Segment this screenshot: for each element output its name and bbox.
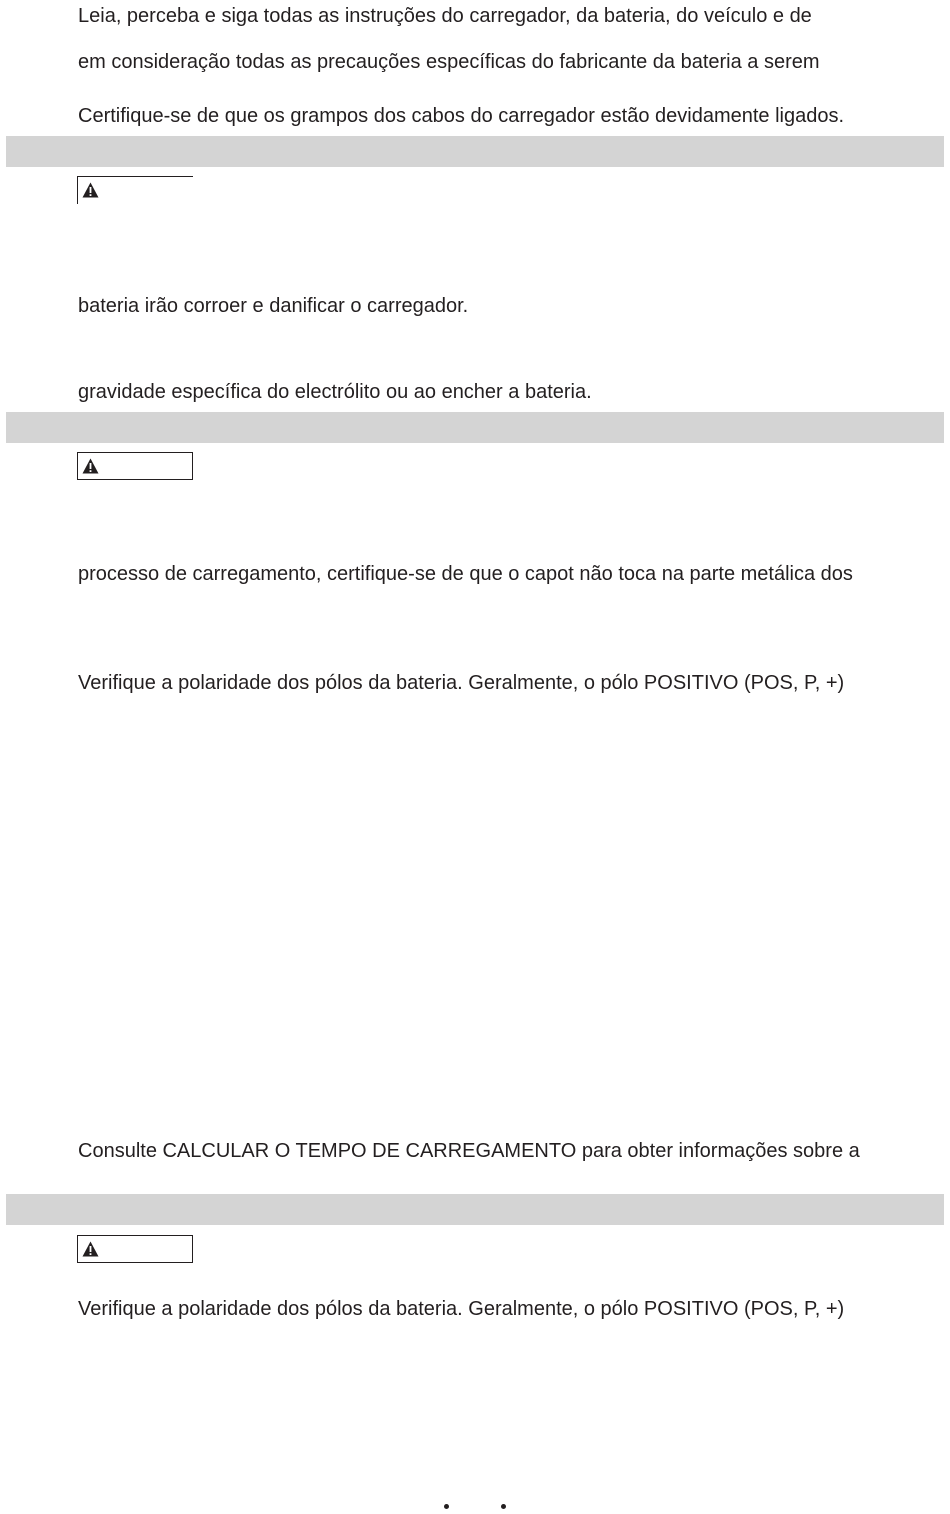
text-line-9: Verifique a polaridade dos pólos da bateria. Geralmente, o pólo POSITIVO (POS, P, +) — [78, 1298, 845, 1320]
text-line-4: bateria irão corroer e danificar o carregador. — [78, 295, 469, 317]
text-line-2: em consideração todas as precauções específicas do fabricante da bateria a serem — [78, 51, 820, 73]
text-line-5: gravidade específica do electrólito ou ao encher a bateria. — [78, 381, 592, 403]
text-line-7: Verifique a polaridade dos pólos da bateria. Geralmente, o pólo POSITIVO (POS, P, +) — [78, 672, 845, 694]
section-header-bar — [6, 1194, 944, 1225]
warning-triangle-icon — [82, 458, 99, 474]
warning-label-box — [77, 452, 193, 480]
warning-triangle-icon — [82, 182, 99, 198]
text-line-3: Certifique-se de que os grampos dos cabos do carregador estão devidamente ligados. — [78, 105, 845, 127]
text-line-1: Leia, perceba e siga todas as instruções do carregador, da bateria, do veículo e de — [78, 5, 812, 27]
section-header-bar — [6, 136, 944, 167]
warning-label-box — [77, 176, 193, 204]
bullet-dot — [501, 1504, 506, 1509]
text-line-8: Consulte CALCULAR O TEMPO DE CARREGAMENTO para obter informações sobre a — [78, 1140, 860, 1162]
warning-label-box — [77, 1235, 193, 1263]
bullet-dot — [444, 1504, 449, 1509]
text-line-6: processo de carregamento, certifique-se de que o capot não toca na parte metálica dos — [78, 563, 853, 585]
section-header-bar — [6, 412, 944, 443]
warning-triangle-icon — [82, 1241, 99, 1257]
